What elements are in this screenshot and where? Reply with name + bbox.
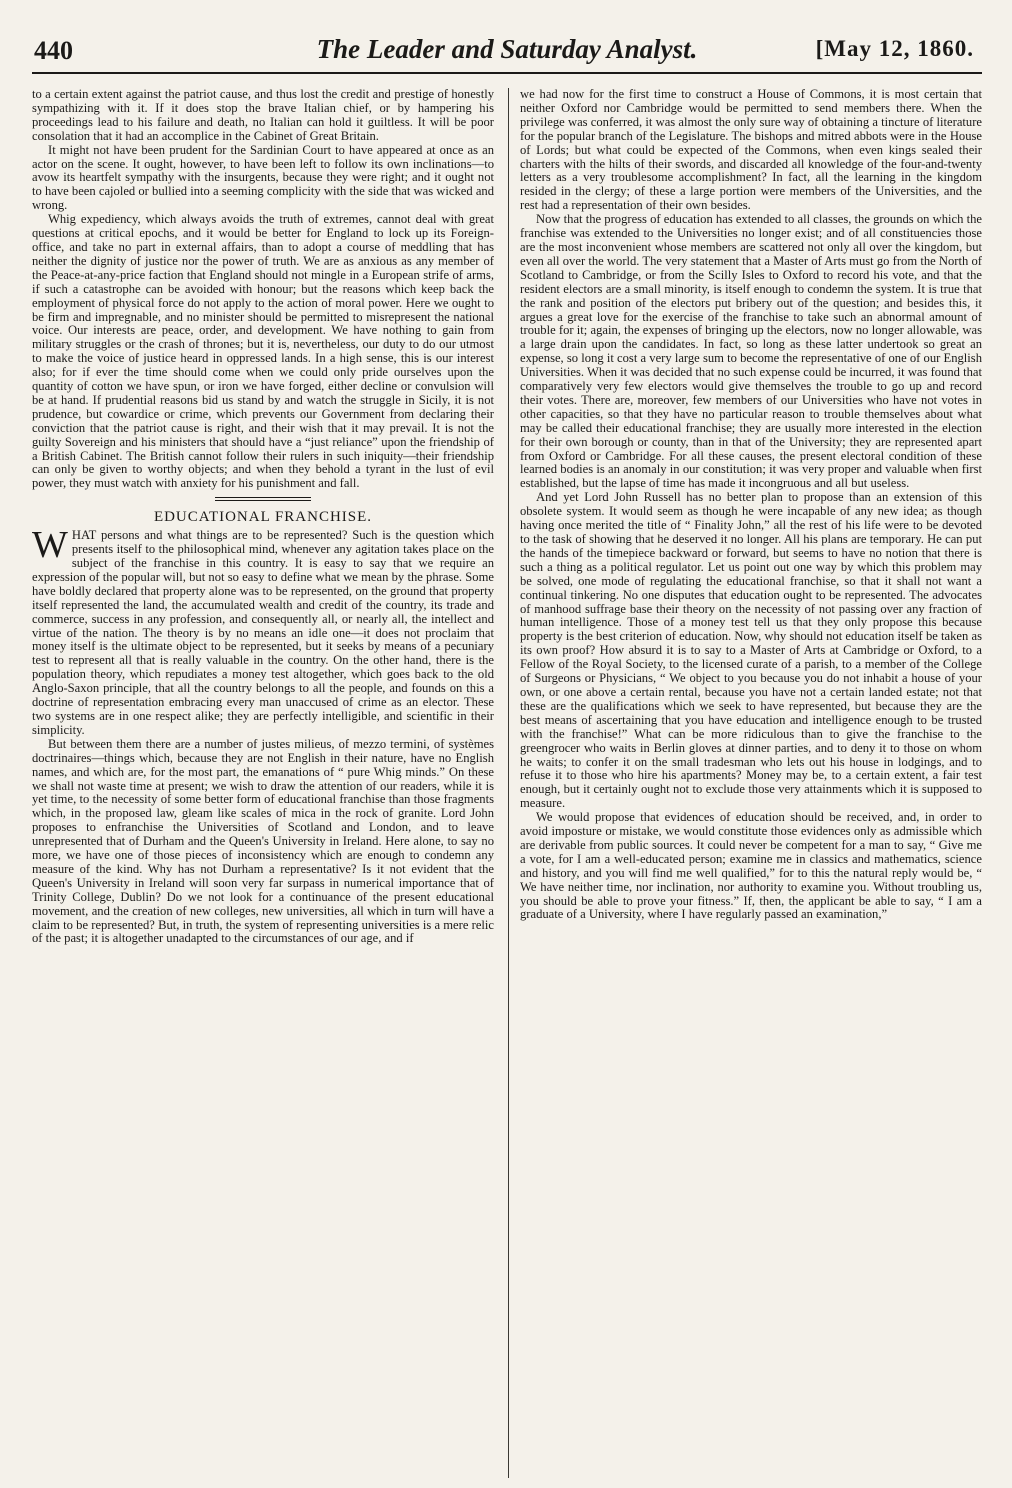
text-columns xyxy=(32,88,982,1488)
section-divider xyxy=(215,497,311,501)
paragraph: But between them there are a number of justes milieus, of mezzo termini, of systèmes doctrinaires—things which, because they are not English in their nature, have no English names, and which are, for the most part, the emanations of “ pure Whig minds.” On these we shall not waste time at present; we wish to draw the attention of our readers, while it is yet time, to the necessity of some better form of educational franchise than those fragments which, in the proposed law, gleam like scales of mica in the rock of granite. Lord John proposes to enfranchise the Universities of Scotland and London, and to leave unrepresented that of Durham and the Queen's University in Ireland. Here alone, to say no more, we have one of those pieces of inconsistency which are enough to condemn any measure of the kind. Why has not Durham a representative? Is it not evident that the Queen's University in Ireland will soon very far surpass in numerical importance that of Trinity College, Dublin? Do we not look for a continuance of the present educational movement, and the creation of new colleges, new universities, all which in turn will have a claim to be represented? But, in truth, the system of representing universities is a mere relic of the past; it is altogether unadapted to the circumstances of our age, and if xyxy=(32,736,494,946)
paragraph: we had now for the first time to construct a House of Commons, it is most certain that neither Oxford nor Cambridge would be permitted to send members there. When the privilege was conferred, it was almost the only sure way of obtaining a tincture of literature for the popular branch of the Legislature. The bishops and mitred abbots were in the House of Lords; but what could be expected of the Commons, when even kings sealed their charters with the hilts of their swords, and discarded all knowledge of the four-and-twenty letters as a very troublesome accomplishment? In fact, all the learning in the kingdom resided in the clergy; of these a large portion were members of the Universities, and the rest had a representation of their own besides. xyxy=(520,87,982,213)
article-first-paragraph xyxy=(32,524,494,738)
page-number: 440 xyxy=(34,36,73,65)
paragraph: And yet Lord John Russell has no better plan to propose than an extension of this obsolete system. It would seem as though he were incapable of any new idea; as though having once merited the title of “ Finality John,” all the rest of his life were to be devoted to the task of showing that he deserved it no longer. All his plans are temporary. He can put the hands of the timepiece backward or forward, but seems to have no notion that there is such a thing as a political regulator. Let us point out one way by which this problem may be solved, one mode of regulating the educational franchise, so that it shall not want a continual tinkering. No one disputes that education ought to be represented. The advocates of manhood suffrage base their theory on the necessity of not passing over any fraction of human intelligence. Those of a money test tell us that they only propose this because property is the best criterion of education. Now, why should not education itself be taken as its own proof? How absurd it is to say to a Master of Arts at Cambridge or Oxford, to a Fellow of the Royal Society, to the licensed curate of a parish, to a member of the College of Surgeons or Physicians, “ We object to you because you do not inhabit a house of your own, or one above a certain rental, because you have not a certain landed estate; not that these are the qualifications which we seek to have represented, but because they are the best means of ascertaining that you have education and intelligence enough to be trusted with the franchise!” What can be more ridiculous than to give the franchise to the greengrocer who waits in Berlin gloves at dinner parties, and to deny it to those on whom he waits; to confer it on the small tradesman who lets out his house in lodgings, and to refuse it to those who hire his apartments? Money may be, to a certain extent, a fair test enough, but it certainly ought not to exclude those very attainments which it is supposed to measure. xyxy=(520,490,982,811)
first-paragraph-text: HAT persons and what things are to be represented? Such is the question which presents itself to the philosophical mind, whenever any agitation takes place on the subject of the franchise in this country. It is easy to say that we require an expression of the popular will, but not so easy to define what we mean by the phrase. Some have boldly declared that property alone was to be represented, on the ground that property itself represented the land, the accumulated wealth and credit of the country, its trade and commerce, success in any profession, and consequently all, or nearly all, the intellect and virtue of the nation. The theory is by no means an idle one—it does not proclaim that money itself is the ultimate object to be represented, but it seeks by means of a pecuniary test to represent all that is really valuable in the country. On the other hand, there is the population theory, which repudiates a money test altogether, which goes back to the old Anglo-Saxon principle, that all the country belongs to all the people, and founds on this a doctrine of representation embracing every man unaccused of crime as an elector. These two systems are in one respect alike; they are perfectly intelligible, and scientific in their simplicity. xyxy=(32,528,494,737)
paragraph: It might not have been prudent for the Sardinian Court to have appeared at once as an actor on the scene. It ought, however, to have been left to follow its own inclinations—to avow its heartfelt sympathy with the insurgents, because they were right; and it ought not to have been cajoled or bullied into a seeming complicity with the side that was wicked and wrong. xyxy=(32,142,494,213)
paragraph: Whig expediency, which always avoids the truth of extremes, cannot deal with great questions at critical epochs, and it would be better for England to lock up its Foreign-office, and take no part in external affairs, than to adopt a course of meddling that has neither the dignity of justice nor the power of truth. We are as anxious as any member of the Peace-at-any-price faction that England should not mingle in a European strife of arms, if such a catastrophe can be avoided with honour; but the reasons which keep back the employment of physical force do not apply to the action of moral power. Here we ought to be firm and impregnable, and no minister should be permitted to misrepresent the national voice. Our interests are peace, order, and development. We have nothing to gain from military struggles or the crash of thrones; but it is, nevertheless, our duty to do our utmost to make the voice of justice heard in oppressed lands. In a high sense, this is our interest also; for if ever the time should come when we could only pride ourselves upon the quantity of cotton we have spun, or iron we have forged, either decline or convulsion will be at hand. If prudential reasons bid us stand by and watch the struggle in Sicily, it is not prudence, but cowardice or crime, which prevents our Government from declaring their conviction that the patriot cause is right, and their wish that it may prevail. It is not the guilty Sovereign and his ministers that should have a “just reliance” upon the friendship of a British Cabinet. The British cannot follow their rulers in such iniquity—their friendship can only be given to worthy objects; and when they behold a tyrant in the lust of evil power, they must watch with anxiety for his punishment and fall. xyxy=(32,212,494,491)
paragraph: to a certain extent against the patriot cause, and thus lost the credit and prestige of honestly sympathizing with it. If it does stop the brave Italian chief, or by hampering his proceedings lead to his failure and death, no Italian can hold it guiltless. It will be poor consolation that it had an accomplice in the Cabinet of Great Britain. xyxy=(32,87,494,143)
paragraph: We would propose that evidences of education should be received, and, in order to avoid imposture or mistake, we would constitute those evidences only as admissible which are derivable from public sources. It could never be competent for a man to say, “ Give me a vote, for I am a well-educated person; examine me in classics and mathematics, science and history, and you will find me well qualified,” for to this the natural reply would be, “ We have neither time, nor inclination, nor authority to examine you. Without troubling us, you should be able to prove your fitness.” If, then, the applicant be able to say, “ I am a graduate of a University, where I have regularly passed an examination,” xyxy=(520,810,982,922)
right-column xyxy=(520,88,982,922)
paragraph: Now that the progress of education has extended to all classes, the grounds on which the franchise was extended to the Universities no longer exist; and of all constituencies those are the most inconvenient whose members are scattered not only all over the kingdom, but even all over the world. The very statement that a Master of Arts must go from the North of Scotland to Cambridge, or from the Scilly Isles to Oxford to record his vote, and that the resident electors are a small minority, is itself enough to condemn the system. It is true that the rank and position of the electors put bribery out of the question; and besides this, it argues a great love for the exercise of the franchise to take such an abnormal amount of trouble for it; again, the expenses of bringing up the electors, now no longer allowable, was a large drain upon the candidates. In fact, so long as these latter undertook so great an expense, so long it cost a very large sum to become the representative of one of our English Universities. When it was decided that no such expense could be incurred, it was found that comparatively very few electors would give themselves the trouble to go up and record their votes. There are, moreover, few members of our Universities who have not votes in other capacities, so that they have no particular reason to trouble themselves about what may be called their educational franchise; they are usually more interested in the election for their own borough or county, than in that of the University; they are represented apart from Oxford or Cambridge. For all these causes, the present electoral condition of these learned bodies is an anomaly in our constitution; it was very proper and valuable when first established, but the lapse of time has made it incongruous and all but useless. xyxy=(520,212,982,491)
column-rule xyxy=(508,88,509,1478)
issue-date: [May 12, 1860. xyxy=(815,36,974,61)
drop-cap: W xyxy=(32,524,68,567)
left-column xyxy=(32,88,494,946)
article-heading: EDUCATIONAL FRANCHISE. xyxy=(153,509,373,526)
page-header xyxy=(32,30,982,74)
publication-title: The Leader and Saturday Analyst. xyxy=(316,34,698,64)
